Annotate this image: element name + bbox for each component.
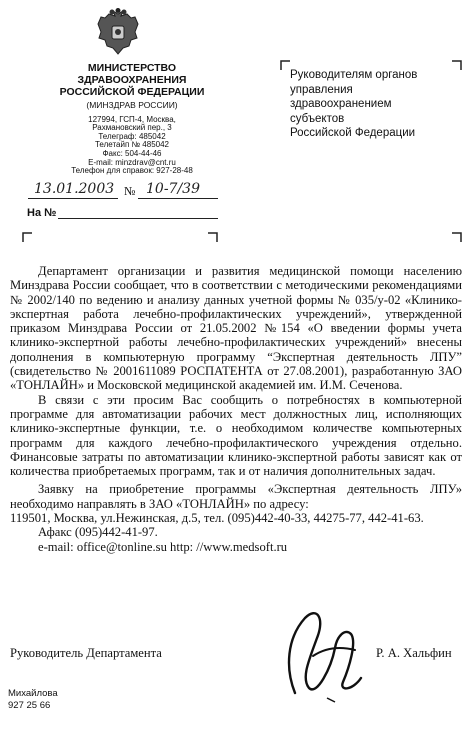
reference-underline	[58, 218, 218, 219]
executor-block	[8, 688, 58, 712]
registration-number: 10-7/39	[146, 181, 200, 197]
letter-body	[10, 264, 462, 554]
coat-of-arms-emblem	[95, 8, 141, 56]
handwritten-signature	[265, 598, 375, 708]
number-prefix: №	[124, 184, 136, 198]
info-phone: Телефон для справок: 927-28-48	[71, 166, 193, 176]
teletype: Телетайп № 485042	[94, 140, 170, 150]
company-contacts: e-mail: office@tonline.su http: //www.medsoft.ru	[38, 539, 288, 554]
recipient-block	[290, 68, 417, 141]
signatory-position: Руководитель Департамента	[10, 646, 162, 660]
ministry-line-3: РОССИЙСКОЙ ФЕДЕРАЦИИ	[59, 86, 205, 98]
registration-date: 13.01.2003	[34, 181, 115, 197]
address-line-1: 127994, ГСП-4, Москва,	[88, 114, 176, 124]
corner-mark-far-right	[452, 232, 462, 242]
executor-phone: 927 25 66	[8, 700, 51, 711]
corner-mark-right	[208, 232, 218, 242]
address-line-2: Рахмановский пер., 3	[92, 123, 172, 133]
fax: Факс: 504-44-46	[102, 148, 162, 158]
recipient-line: управления	[290, 83, 353, 96]
recipient-corner-right	[452, 60, 462, 70]
ministry-line-1: МИНИСТЕРСТВО	[87, 62, 177, 74]
signatory-name: Р. А. Хальфин	[376, 646, 452, 660]
recipient-line: Руководителям органов	[290, 69, 418, 81]
number-underline	[138, 198, 218, 199]
reference-label: На №	[27, 207, 57, 219]
recipient-line: субъектов	[290, 112, 345, 125]
recipient-corner-left	[280, 60, 290, 70]
corner-mark-left	[22, 232, 32, 242]
telegraph: Телеграф: 485042	[98, 131, 166, 141]
company-fax: Афакс (095)442-41-97.	[38, 525, 158, 540]
email: E-mail: minzdrav@cnt.ru	[88, 157, 176, 167]
letterhead	[22, 62, 242, 176]
date-underline	[28, 198, 118, 199]
paragraph-1: Департамент организации и развития медицинской помощи населению Минздрава России сообщает, что в соответствии с методическими рекомендациями № 2002/140 по ведению и анализу данных учетной формы № 035/у-02 «Клинико-экспертная работа лечебно-профилактических учреждений», утвержденной приказом Минздрава России от 21.05.2002 №154 «О введении формы учета клинико-экспертной работы лечебно-профилактических учреждений» внесены дополнения в компьютерную программу “Экспертная деятельность ЛПУ” (свидетельство № 2001611089 РОСПАТЕНТА от 27.08.2001), разработанную ЗАО «ТОНЛАЙН» и Московской медицинской академией им. И.М. Сеченова.	[10, 264, 462, 393]
paragraph-2: В связи с эти просим Вас сообщить о потребностях в компьютерной программе для автоматизации рабочих мест должностных лиц, исполняющих клинико-экспертные функции, т.е. о необходимом количестве компьютерных программ для каждого лечебно-профилактического учреждения отдельно. Финансовые затраты по автоматизации клинико-экспертной работы зависят как от количества приобретаемых программ, так и от наличия дополнительных задач.	[10, 392, 462, 479]
paragraph-3: Заявку на приобретение программы «Экспертная деятельность ЛПУ» необходимо направлять в ЗАО «ТОНЛАЙН» по адресу:	[10, 482, 462, 511]
recipient-line: Российской Федерации	[290, 127, 416, 139]
executor-name: Михайлова	[8, 688, 58, 699]
ministry-line-2: ЗДРАВООХРАНЕНИЯ	[77, 74, 187, 86]
company-address: 119501, Москва, ул.Нежинская, д.5, тел. (095)442-40-33, 44275-77, 442-41-63.	[10, 511, 424, 526]
recipient-line: здравоохранением	[290, 98, 392, 110]
ministry-short-name: (МИНЗДРАВ РОССИИ)	[86, 100, 178, 110]
